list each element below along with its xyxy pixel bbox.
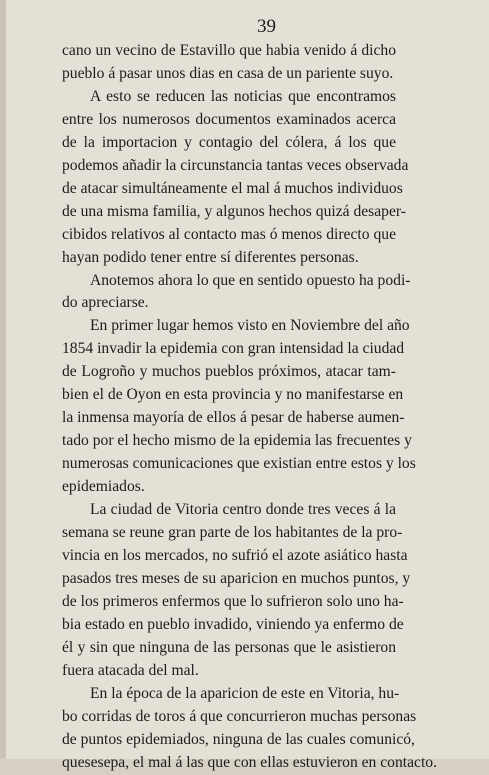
text-line: A esto se reducen las noticias que encontramos — [90, 87, 396, 105]
text-line: de los primeros enfermos que lo sufrieron solo uno ha- — [62, 592, 404, 610]
paragraph — [62, 86, 409, 270]
text-line: él y sin que ninguna de las personas que le asistieron — [62, 638, 396, 656]
text-line: numerosas comunicaciones que existian entre estos y los — [62, 455, 416, 473]
text-line: de atacar simultáneamente el mal á muchos individuos — [62, 179, 403, 197]
text-line: quesesepa, el mal á las que con ellas estuvieron en contacto. — [62, 753, 437, 771]
text-line: de una misma familia, y algunos hechos quizá desaper- — [62, 202, 406, 220]
text-line: cibidos relativos al contacto mas ó menos directo que — [62, 225, 396, 243]
paragraph — [62, 315, 416, 499]
text-line: 1854 invadir la epidemia con gran intensidad la ciudad — [62, 340, 405, 358]
text-line: En la época de la aparicion de este en Vitoria, hu- — [90, 684, 400, 702]
body-text — [62, 40, 437, 775]
text-line: hayan podido tener entre sí diferentes personas. — [62, 248, 359, 266]
text-line: bo corridas de toros á que concurrieron muchas personas — [62, 707, 417, 725]
paragraph — [62, 683, 437, 775]
text-line: epidemiados. — [62, 478, 145, 496]
text-line: vincia en los mercados, no sufrió el azote asiático hasta — [62, 546, 408, 564]
text-line: de puntos epidemiados, ninguna de las cuales comunicó, — [62, 730, 415, 748]
text-line: entre los numerosos documentos examinados acerca — [62, 110, 396, 128]
text-line: fuera atacada del mal. — [62, 661, 199, 679]
text-line: cano un vecino de Estavillo que habia venido á dicho — [62, 42, 396, 59]
text-line: de Logroño y muchos pueblos próximos, atacar tam- — [62, 363, 396, 381]
text-line: bien el de Oyon en esta provincia y no manifestarse en — [62, 386, 404, 404]
text-line: podemos añadir la circunstancia tantas veces observada — [62, 156, 409, 174]
text-line: pueblo á pasar unos dias en casa de un pariente suyo. — [62, 64, 394, 82]
text-line: Anotemos ahora lo que en sentido opuesto ha podi- — [90, 271, 411, 289]
text-line: la inmensa mayoría de ellos á pesar de haberse aumen- — [62, 409, 405, 427]
page-number: 39 — [257, 16, 276, 37]
text-line: En primer lugar hemos visto en Noviembre del año — [90, 317, 410, 335]
text-line: pasados tres meses de su aparicion en muchos puntos, y — [62, 569, 411, 587]
paragraph — [62, 40, 396, 86]
text-line: semana se reune gran parte de los habitantes de la pro- — [62, 524, 403, 542]
paragraph — [62, 270, 411, 316]
text-line: do apreciarse. — [62, 294, 149, 312]
text-line: de la importacion y contagio del cólera, á los que — [62, 133, 396, 151]
text-line: tado por el hecho mismo de la epidemia las frecuentes y — [62, 432, 412, 450]
text-line: La ciudad de Vitoria centro donde tres veces á la — [90, 501, 396, 519]
paragraph — [62, 499, 411, 683]
text-line: bia estado en pueblo invadido, viniendo ya enfermo de — [62, 615, 404, 633]
